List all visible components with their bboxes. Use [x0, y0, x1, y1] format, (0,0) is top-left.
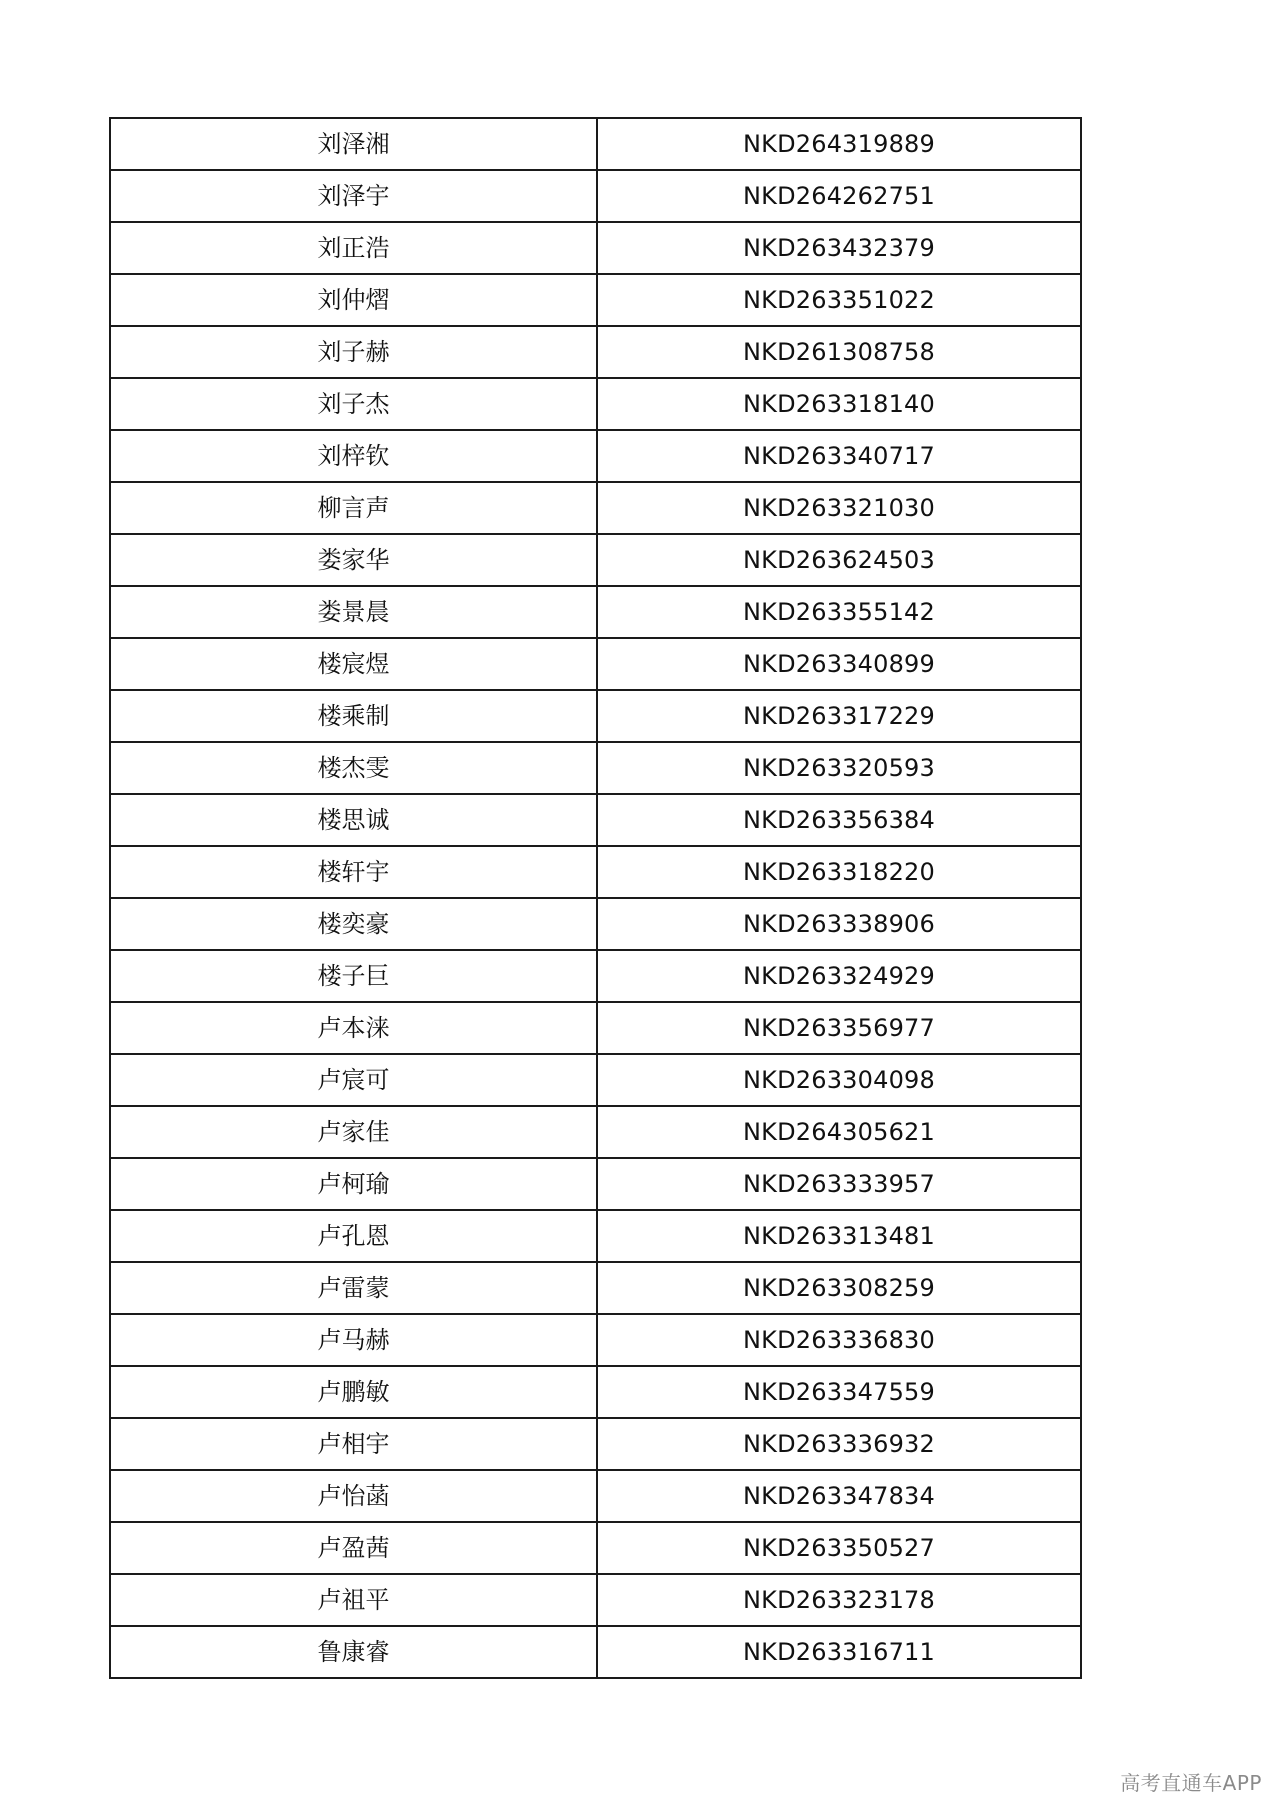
candidate-name-cell: 卢怡菡	[110, 1470, 597, 1522]
table-row	[110, 898, 1081, 950]
candidate-name-cell: 卢本涞	[110, 1002, 597, 1054]
table-row	[110, 534, 1081, 586]
candidate-id-cell: NKD263304098	[597, 1054, 1081, 1106]
candidate-name-cell: 娄景晨	[110, 586, 597, 638]
candidate-name-cell: 楼宸煜	[110, 638, 597, 690]
candidate-name-cell: 卢相宇	[110, 1418, 597, 1470]
candidate-name-cell: 卢鹏敏	[110, 1366, 597, 1418]
candidate-id-cell: NKD263355142	[597, 586, 1081, 638]
table-row	[110, 950, 1081, 1002]
table-row	[110, 846, 1081, 898]
candidate-id-cell: NKD263624503	[597, 534, 1081, 586]
candidate-id-cell: NKD263356977	[597, 1002, 1081, 1054]
candidate-id-cell: NKD263336932	[597, 1418, 1081, 1470]
candidate-name-cell: 楼思诚	[110, 794, 597, 846]
candidate-name-cell: 楼奕豪	[110, 898, 597, 950]
candidate-name-cell: 卢孔恩	[110, 1210, 597, 1262]
candidate-id-cell: NKD263313481	[597, 1210, 1081, 1262]
candidate-id-cell: NKD263321030	[597, 482, 1081, 534]
candidate-name-cell: 卢马赫	[110, 1314, 597, 1366]
candidate-id-cell: NKD263318140	[597, 378, 1081, 430]
candidate-id-cell: NKD263347559	[597, 1366, 1081, 1418]
candidate-name-cell: 刘子赫	[110, 326, 597, 378]
table-row	[110, 430, 1081, 482]
candidate-id-cell: NKD263320593	[597, 742, 1081, 794]
candidate-name-cell: 卢柯瑜	[110, 1158, 597, 1210]
table-row	[110, 1210, 1081, 1262]
table-row	[110, 638, 1081, 690]
candidate-name-cell: 刘仲熠	[110, 274, 597, 326]
candidate-name-cell: 楼轩宇	[110, 846, 597, 898]
table-row	[110, 1002, 1081, 1054]
table-row	[110, 274, 1081, 326]
table-row	[110, 1626, 1081, 1678]
candidate-name-cell: 卢雷蒙	[110, 1262, 597, 1314]
candidate-id-cell: NKD263351022	[597, 274, 1081, 326]
candidate-name-cell: 刘泽湘	[110, 118, 597, 170]
watermark-label: 高考直通车APP	[1120, 1771, 1262, 1795]
candidate-name-cell: 鲁康睿	[110, 1626, 597, 1678]
candidate-id-cell: NKD263318220	[597, 846, 1081, 898]
table-row	[110, 1574, 1081, 1626]
candidate-name-cell: 刘子杰	[110, 378, 597, 430]
candidate-id-cell: NKD264305621	[597, 1106, 1081, 1158]
candidate-id-cell: NKD263323178	[597, 1574, 1081, 1626]
table-row	[110, 118, 1081, 170]
candidate-id-cell: NKD263340899	[597, 638, 1081, 690]
candidate-name-cell: 卢盈茜	[110, 1522, 597, 1574]
table-row	[110, 1106, 1081, 1158]
table-row	[110, 1314, 1081, 1366]
table-row	[110, 1054, 1081, 1106]
candidate-id-cell: NKD263356384	[597, 794, 1081, 846]
candidate-name-cell: 卢宸可	[110, 1054, 597, 1106]
table-row	[110, 742, 1081, 794]
table-row	[110, 1470, 1081, 1522]
table-row	[110, 378, 1081, 430]
candidate-name-cell: 娄家华	[110, 534, 597, 586]
candidate-name-cell: 柳言声	[110, 482, 597, 534]
candidate-id-cell: NKD264319889	[597, 118, 1081, 170]
candidate-id-cell: NKD263432379	[597, 222, 1081, 274]
candidate-id-cell: NKD263338906	[597, 898, 1081, 950]
table-row	[110, 1522, 1081, 1574]
candidate-name-cell: 卢祖平	[110, 1574, 597, 1626]
candidate-name-cell: 刘梓钦	[110, 430, 597, 482]
table-row	[110, 326, 1081, 378]
candidate-name-cell: 刘泽宇	[110, 170, 597, 222]
table-row	[110, 794, 1081, 846]
table-row	[110, 170, 1081, 222]
roster-table	[109, 117, 1082, 1679]
candidate-id-cell: NKD263347834	[597, 1470, 1081, 1522]
candidate-id-cell: NKD263308259	[597, 1262, 1081, 1314]
candidate-id-cell: NKD263333957	[597, 1158, 1081, 1210]
candidate-id-cell: NKD263316711	[597, 1626, 1081, 1678]
roster-table-body	[110, 118, 1081, 1678]
candidate-id-cell: NKD263350527	[597, 1522, 1081, 1574]
table-row	[110, 586, 1081, 638]
candidate-id-cell: NKD261308758	[597, 326, 1081, 378]
table-row	[110, 1418, 1081, 1470]
candidate-id-cell: NKD263324929	[597, 950, 1081, 1002]
candidate-id-cell: NKD263317229	[597, 690, 1081, 742]
candidate-name-cell: 楼杰雯	[110, 742, 597, 794]
candidate-id-cell: NKD263336830	[597, 1314, 1081, 1366]
table-row	[110, 222, 1081, 274]
candidate-name-cell: 楼子巨	[110, 950, 597, 1002]
table-row	[110, 482, 1081, 534]
candidate-id-cell: NKD263340717	[597, 430, 1081, 482]
table-row	[110, 690, 1081, 742]
table-row	[110, 1366, 1081, 1418]
table-row	[110, 1262, 1081, 1314]
candidate-name-cell: 楼乘制	[110, 690, 597, 742]
candidate-name-cell: 卢家佳	[110, 1106, 597, 1158]
candidate-name-cell: 刘正浩	[110, 222, 597, 274]
candidate-id-cell: NKD264262751	[597, 170, 1081, 222]
table-row	[110, 1158, 1081, 1210]
